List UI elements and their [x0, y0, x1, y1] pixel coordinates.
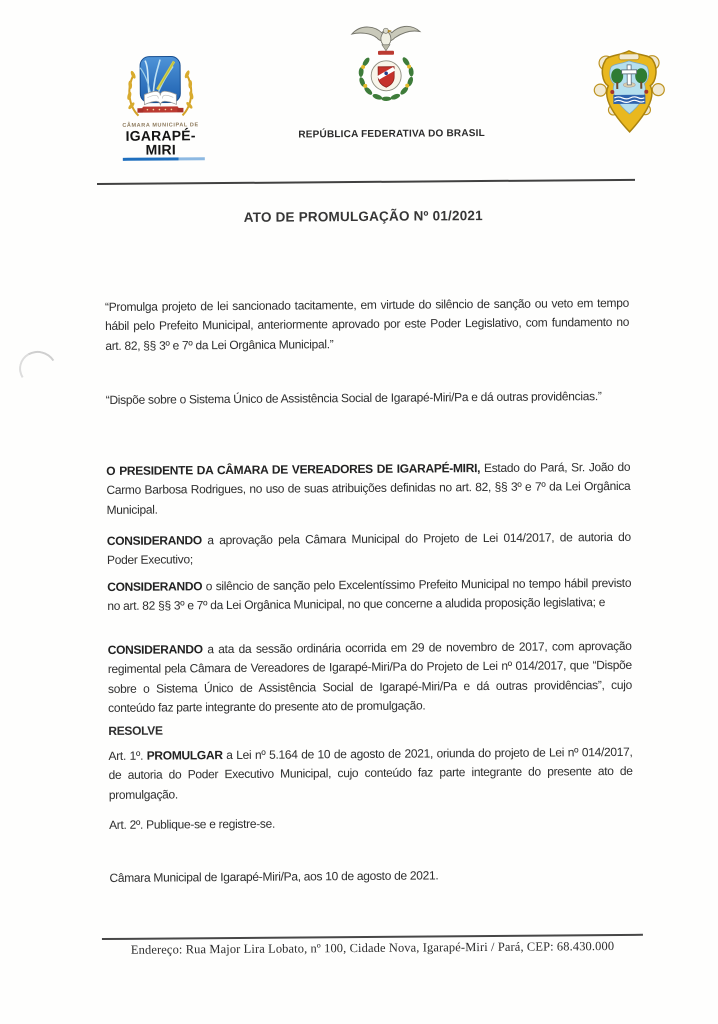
preamble-text: Estado do Pará, Sr. João do Carmo Barbosa Rodrigues, no uso de suas atribuições definidas no art. 82, §§ 3º e 7º da Lei Orgânica Municipal. — [106, 459, 631, 517]
para-coat-of-arms — [346, 17, 427, 123]
considerando-3-lead: CONSIDERANDO — [107, 642, 203, 657]
considerando-3-paragraph — [108, 637, 633, 718]
closing-dateline: Câmara Municipal de Igarapé-Miri/Pa, aos 10 de agosto de 2021. — [109, 868, 439, 885]
considerando-1-paragraph — [107, 528, 631, 571]
footer-address: Endereço: Rua Major Lira Lobato, nº 100, Cidade Nova, Igarapé-Miri / Pará, CEP: 68.430.000 — [130, 939, 615, 957]
document-title: ATO DE PROMULGAÇÃO Nº 01/2021 — [243, 208, 483, 225]
considerando-3-text: a ata da sessão ordinária ocorrida em 29 de novembro de 2017, com aprovação regimental pela Câmara de Vereadores de Igarapé-Miri/Pa do Projeto de Lei nº 014/2017, que “Dispõe sobre o Sistema Único de Assistência Social de Igarapé-Miri/Pa e dá outras providências”, cujo conteúdo faz parte integrante do presente ato de promulgação. — [107, 638, 633, 715]
article-2-text: Publique-se e registre-se. — [146, 816, 276, 832]
summary-paragraph: “Dispõe sobre o Sistema Único de Assistência Social de Igarapé-Miri/Pa e dá outras providências.” — [105, 389, 602, 407]
left-logo-caption-small: CÂMARA MUNICIPAL DE — [122, 122, 199, 129]
epigraph-paragraph: “Promulga projeto de lei sancionado tacitamente, em virtude do silêncio de sanção ou veto em tempo hábil pelo Prefeito Municipal, anteriormente aprovado por este Poder Legislativo, com fundamento no art. 82, §§ 3º e 7º da Lei Orgânica Municipal.” — [104, 295, 630, 353]
considerando-2-text: o silêncio de sanção pelo Excelentíssimo Prefeito Municipal no tempo hábil previsto no art. 82 §§ 3º e 7º da Lei Orgânica Municipal, no que concerne a aludida proposição legislativa; e — [107, 575, 632, 614]
preamble-paragraph — [106, 458, 630, 520]
article-1-text: a Lei nº 5.164 de 10 de agosto de 2021, oriunda do projeto de Lei nº 014/2017, de autoria do Poder Executivo Municipal, cujo conteúdo faz parte integrante do presente ato de promulgação. — [108, 744, 633, 802]
article-1-number: Art. 1º. — [108, 748, 147, 763]
para-coat-of-arms-icon — [346, 17, 427, 118]
considerando-1-lead: CONSIDERANDO — [106, 533, 202, 548]
republic-caption: REPÚBLICA FEDERATIVA DO BRASIL — [298, 127, 485, 141]
camara-municipal-logo — [112, 55, 209, 161]
considerando-2-lead: CONSIDERANDO — [107, 579, 203, 594]
considerando-2-paragraph — [107, 574, 631, 617]
municipal-coat-of-arms — [591, 48, 668, 144]
preamble-lead: O PRESIDENTE DA CÂMARA DE VEREADORES DE IGARAPÉ-MIRI, — [106, 461, 481, 478]
article-1-verb: PROMULGAR — [146, 748, 223, 763]
left-logo-underline — [123, 157, 205, 161]
article-2-paragraph — [109, 812, 633, 835]
header-divider-line — [97, 179, 635, 185]
igarape-miri-coat-of-arms-icon — [591, 48, 668, 139]
article-1-paragraph — [108, 743, 632, 805]
considerando-1-text: a aprovação pela Câmara Municipal do Projeto de Lei 014/2017, de autoria do Poder Executivo; — [106, 529, 631, 568]
resolve-heading: RESOLVE — [108, 723, 163, 738]
left-logo-caption-name: IGARAPÉ-MIRI — [125, 127, 196, 158]
article-2-number: Art. 2º. — [108, 817, 147, 832]
camara-igarape-miri-emblem-icon — [116, 55, 205, 122]
